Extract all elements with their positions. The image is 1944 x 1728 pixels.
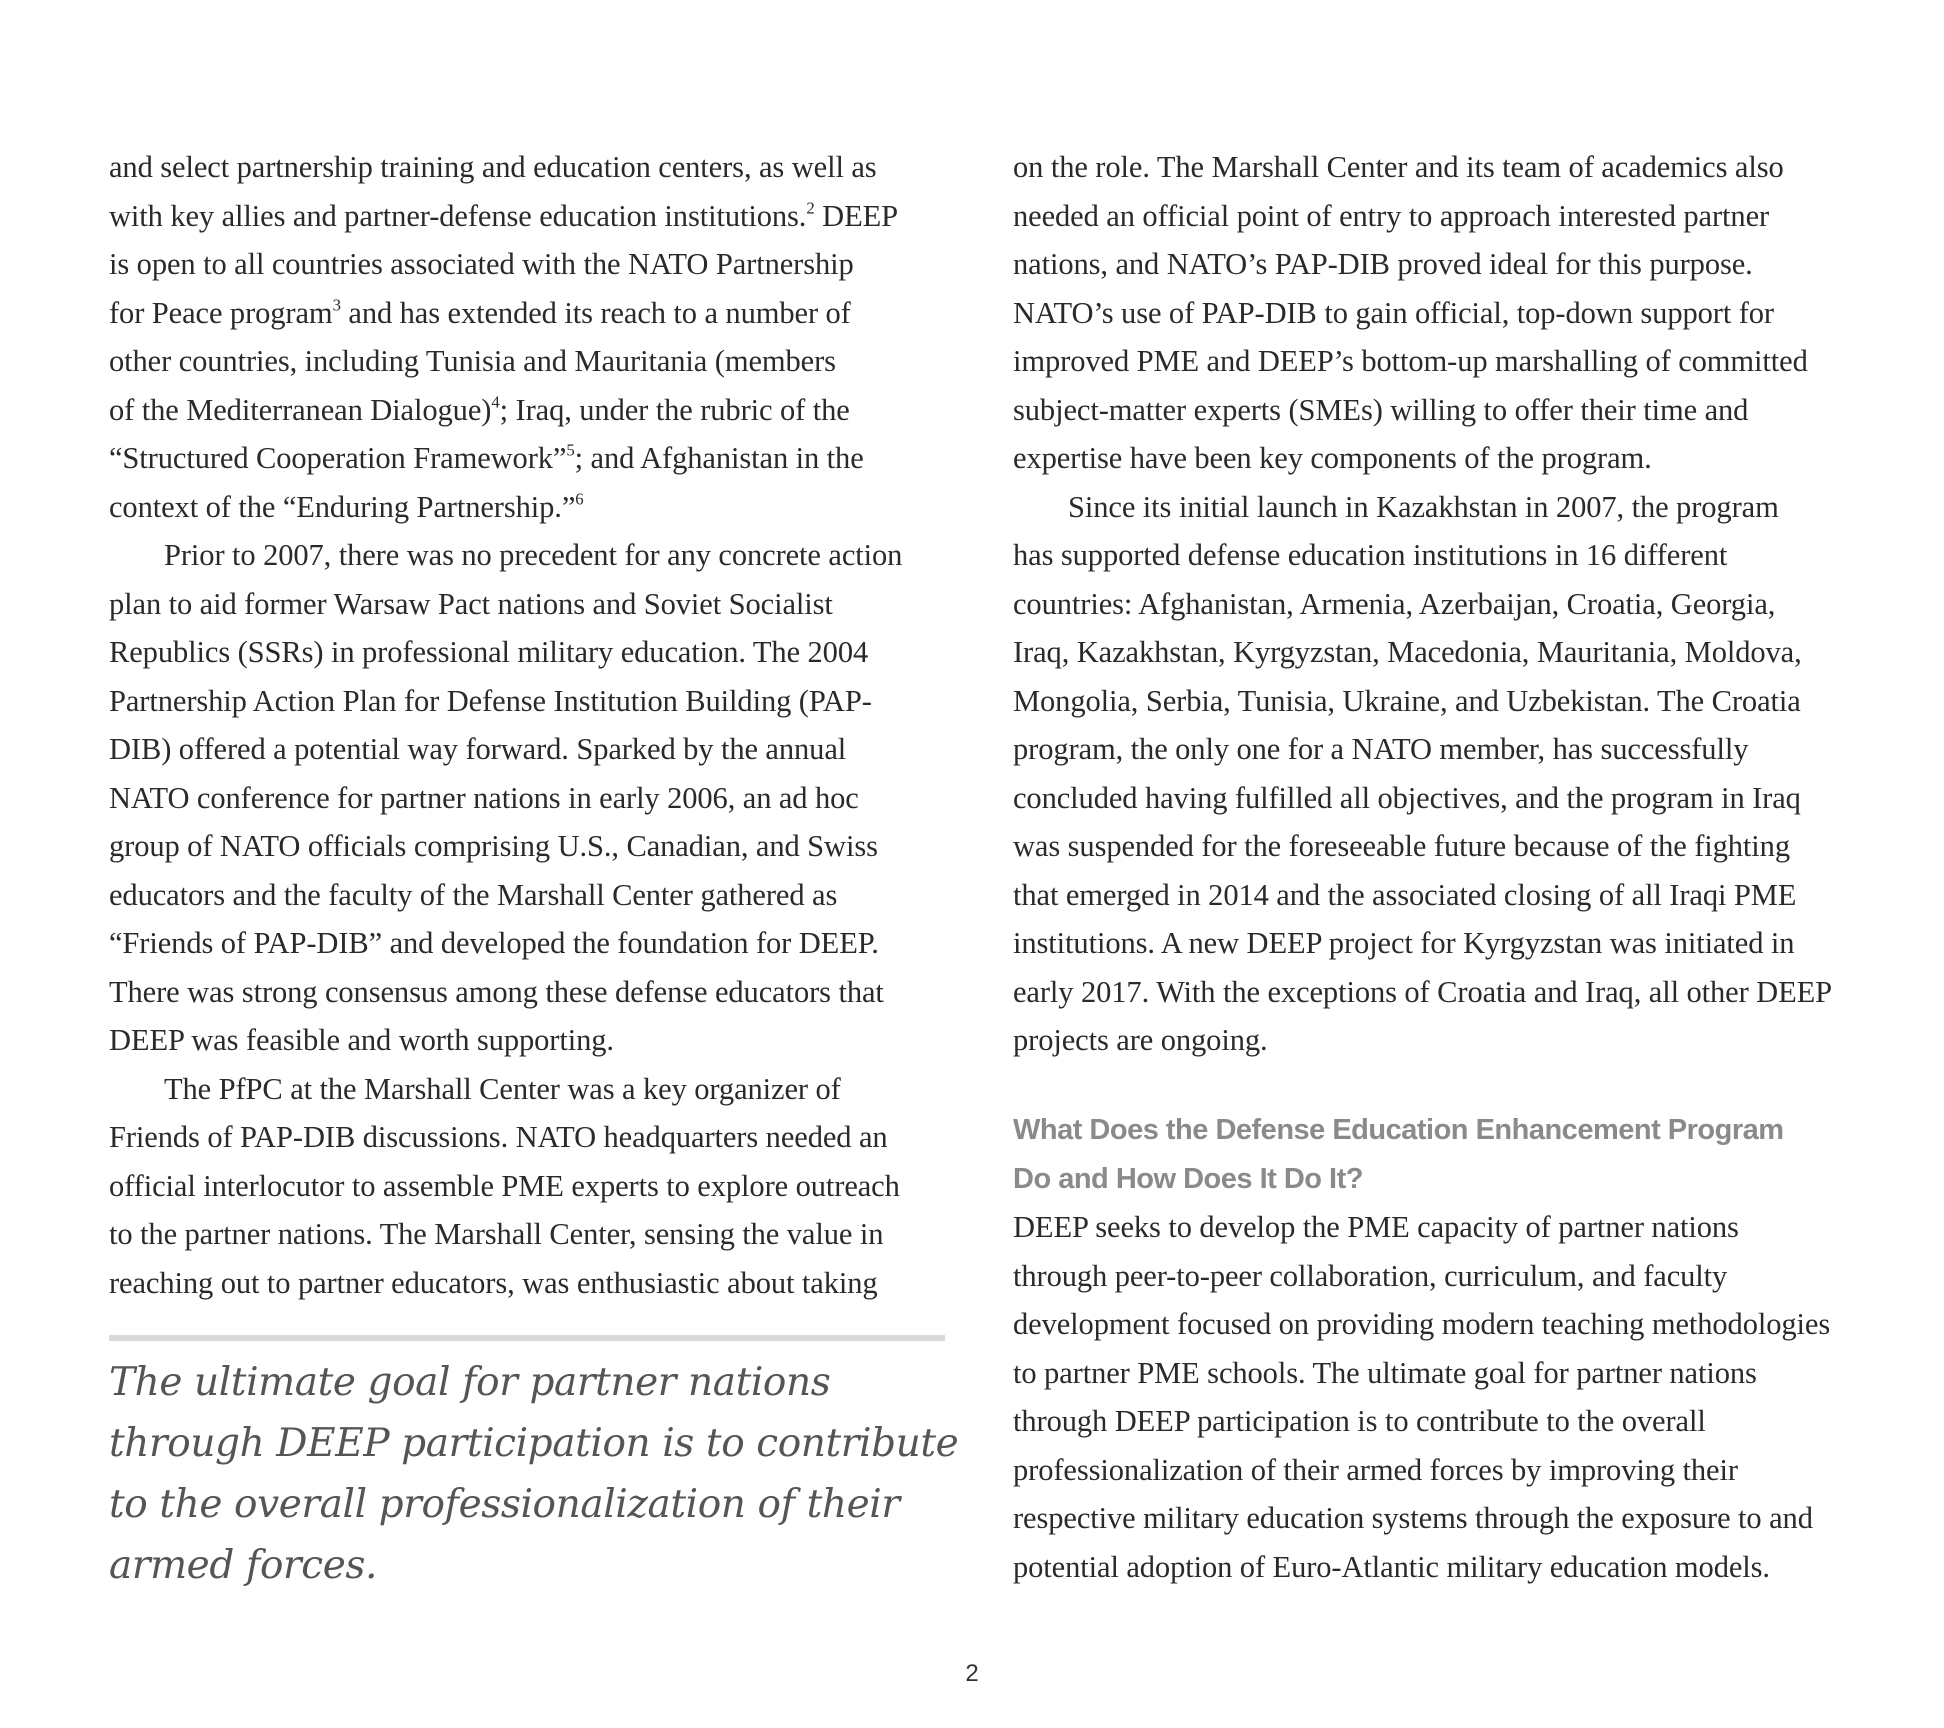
footnote-ref[interactable]: 6	[575, 488, 584, 508]
heading-line: What Does the Defense Education Enhancement Program	[1013, 1114, 1784, 1146]
text-line: Partnership Action Plan for Defense Institution Building (PAP-	[109, 683, 872, 718]
page-number: 2	[965, 1660, 979, 1687]
text-line: and select partnership training and education centers, as well as	[109, 150, 877, 184]
text-line: countries: Afghanistan, Armenia, Azerbaijan, Croatia, Georgia,	[1013, 586, 1776, 621]
pullquote-line: armed forces.	[109, 1543, 378, 1588]
text-line: institutions. A new DEEP project for Kyrgyzstan was initiated in	[1013, 926, 1795, 960]
text-line: Iraq, Kazakhstan, Kyrgyzstan, Macedonia, Mauritania, Moldova,	[1013, 635, 1802, 669]
text-line: program, the only one for a NATO member, has successfully	[1013, 732, 1749, 766]
text-line: reaching out to partner educators, was enthusiastic about taking	[109, 1265, 878, 1300]
footnote-ref[interactable]: 4	[491, 391, 500, 411]
text-segment: “Structured Cooperation Framework”	[109, 441, 567, 475]
text-line: There was strong consensus among these defense educators that	[109, 974, 884, 1009]
text-segment: for Peace program	[109, 295, 333, 330]
text-line: NATO’s use of PAP-DIB to gain official, top-down support for	[1013, 295, 1774, 330]
text-line: is open to all countries associated with the NATO Partnership	[109, 247, 854, 281]
footnote-ref[interactable]: 2	[806, 197, 815, 217]
text-line	[109, 192, 944, 241]
text-line: Mongolia, Serbia, Tunisia, Ukraine, and Uzbekistan. The Croatia	[1013, 683, 1801, 718]
text-segment: ; and Afghanistan in the	[574, 441, 864, 475]
text-line	[109, 483, 944, 532]
pullquote-divider	[109, 1335, 945, 1341]
paragraph	[109, 1065, 944, 1308]
paragraph	[1013, 1203, 1848, 1591]
text-line: Prior to 2007, there was no precedent for any concrete action	[164, 538, 903, 572]
text-line: group of NATO officials comprising U.S., Canadian, and Swiss	[109, 829, 878, 863]
text-line: respective military education systems through the exposure to and	[1013, 1501, 1813, 1535]
text-line: The PfPC at the Marshall Center was a key organizer of	[164, 1071, 841, 1106]
text-line: NATO conference for partner nations in early 2006, an ad hoc	[109, 780, 859, 815]
text-line: concluded having fulfilled all objectives, and the program in Iraq	[1013, 780, 1801, 815]
text-line	[109, 289, 944, 338]
text-line: expertise have been key components of the program.	[1013, 441, 1652, 475]
text-line: professionalization of their armed forces by improving their	[1013, 1452, 1738, 1487]
pullquote-line: through DEEP participation is to contribute	[109, 1421, 959, 1466]
footnote-ref[interactable]: 5	[566, 440, 575, 460]
text-line: nations, and NATO’s PAP-DIB proved ideal for this purpose.	[1013, 247, 1753, 281]
text-segment: context of the “Enduring Partnership.”	[109, 489, 576, 524]
heading-line: Do and How Does It Do It?	[1013, 1162, 1363, 1195]
text-line: Since its initial launch in Kazakhstan in 2007, the program	[1068, 489, 1779, 524]
paragraph	[109, 531, 944, 1065]
text-line: “Friends of PAP-DIB” and developed the foundation for DEEP.	[109, 926, 879, 960]
text-line: Republics (SSRs) in professional military education. The 2004	[109, 635, 869, 669]
text-line	[109, 434, 944, 483]
text-line: improved PME and DEEP’s bottom-up marshalling of committed	[1013, 344, 1808, 378]
text-segment: ; Iraq, under the rubric of the	[499, 392, 850, 427]
text-line: to the partner nations. The Marshall Center, sensing the value in	[109, 1217, 884, 1251]
text-line: through peer-to-peer collaboration, curriculum, and faculty	[1013, 1258, 1728, 1293]
text-segment: and has extended its reach to a number of	[340, 295, 851, 330]
text-line: needed an official point of entry to approach interested partner	[1013, 198, 1770, 233]
footnote-ref[interactable]: 3	[332, 294, 341, 314]
paragraph	[109, 143, 944, 531]
text-line: other countries, including Tunisia and Mauritania (members	[109, 344, 836, 378]
text-line: potential adoption of Euro-Atlantic military education models.	[1013, 1549, 1770, 1584]
paragraph	[1013, 483, 1848, 1065]
pullquote-line: The ultimate goal for partner nations	[109, 1360, 831, 1405]
text-line: through DEEP participation is to contribute to the overall	[1013, 1404, 1706, 1438]
text-line: that emerged in 2014 and the associated closing of all Iraqi PME	[1013, 877, 1797, 912]
text-line: was suspended for the foreseeable future because of the fighting	[1013, 829, 1790, 863]
text-line: early 2017. With the exceptions of Croatia and Iraq, all other DEEP	[1013, 974, 1833, 1009]
text-line: official interlocutor to assemble PME experts to explore outreach	[109, 1168, 900, 1203]
pullquote	[109, 1352, 959, 1596]
right-column-continued	[1013, 1203, 1848, 1591]
text-line: has supported defense education institutions in 16 different	[1013, 538, 1728, 572]
text-line: on the role. The Marshall Center and its team of academics also	[1013, 150, 1784, 184]
text-line: development focused on providing modern teaching methodologies	[1013, 1307, 1831, 1341]
text-line: plan to aid former Warsaw Pact nations and Soviet Socialist	[109, 586, 833, 621]
text-segment: DEEP	[814, 198, 899, 233]
text-line: projects are ongoing.	[1013, 1023, 1268, 1057]
text-line: to partner PME schools. The ultimate goal for partner nations	[1013, 1355, 1757, 1390]
text-line: DEEP was feasible and worth supporting.	[109, 1023, 614, 1057]
paragraph	[1013, 143, 1848, 483]
text-line	[109, 386, 944, 435]
text-line: Friends of PAP-DIB discussions. NATO headquarters needed an	[109, 1120, 888, 1154]
text-segment: of the Mediterranean Dialogue)	[109, 392, 492, 427]
left-column	[109, 143, 944, 1307]
text-line: educators and the faculty of the Marshall Center gathered as	[109, 877, 838, 912]
text-segment: with key allies and partner-defense education institutions.	[109, 198, 807, 233]
text-line: DIB) offered a potential way forward. Sparked by the annual	[109, 732, 847, 766]
text-line: subject-matter experts (SMEs) willing to offer their time and	[1013, 392, 1749, 427]
text-line: DEEP seeks to develop the PME capacity of partner nations	[1013, 1210, 1739, 1244]
right-column	[1013, 143, 1848, 1065]
section-heading	[1013, 1106, 1848, 1203]
pullquote-line: to the overall professionalization of their	[109, 1482, 900, 1527]
